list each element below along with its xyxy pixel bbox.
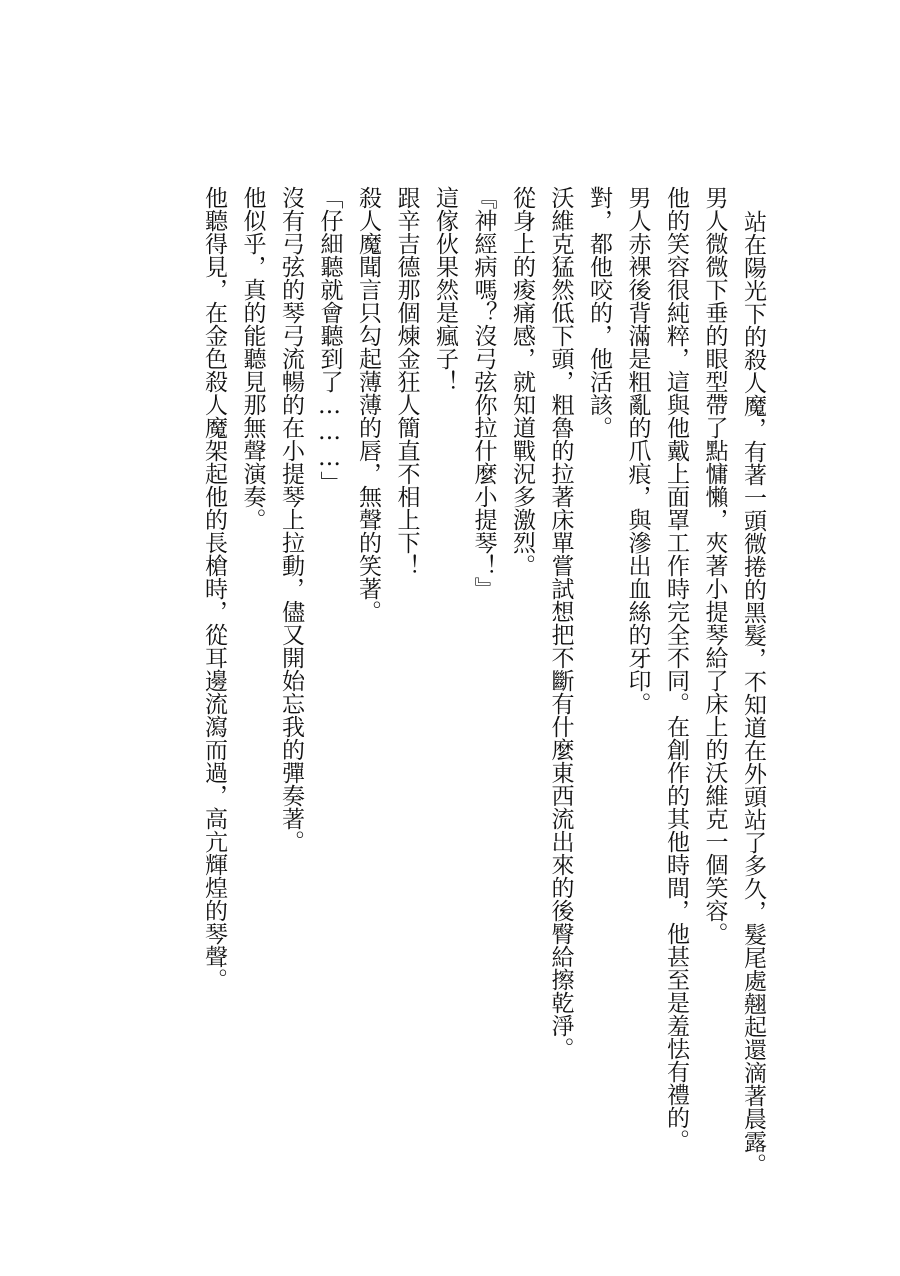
text-line-2: 男人微微下垂的眼型帶了點慵懶，夾著小提琴給了床上的沃維克一個笑容。 bbox=[701, 186, 728, 945]
text-line-14: 他似乎，真的能聽見那無聲演奏。 bbox=[239, 186, 266, 531]
vertical-text-body bbox=[195, 186, 773, 1176]
text-line-7: 從身上的痠痛感，就知道戰況多激烈。 bbox=[509, 186, 535, 577]
text-line-8: 『神經病嗎？沒弓弦你拉什麼小提琴！』 bbox=[470, 186, 497, 600]
text-line-10: 跟辛吉德那個煉金狂人簡直不相上下！ bbox=[393, 186, 420, 577]
text-line-1: 站在陽光下的殺人魔，有著一頭微捲的黑髮，不知道在外頭站了多久，髮尾處翹起還滴著晨露。 bbox=[740, 210, 766, 1176]
text-line-12: 「仔細聽就會聽到了………」 bbox=[316, 186, 343, 494]
text-line-3: 他的笑容很純粹，這與他戴上面罩工作時完全不同。在創作的其他時間，他甚至是羞怯有禮的。 bbox=[663, 186, 689, 1152]
text-line-13: 沒有弓弦的琴弓流暢的在小提琴上拉動，儘又開始忘我的彈奏著。 bbox=[278, 186, 304, 853]
text-line-11: 殺人魔聞言只勾起薄薄的唇，無聲的笑著。 bbox=[355, 186, 381, 623]
text-line-6: 沃維克猛然低下頭，粗魯的拉著床單嘗試想把不斷有什麼東西流出來的後臀給擦乾淨。 bbox=[547, 186, 574, 1060]
text-line-5: 對，都他咬的，他活該。 bbox=[586, 186, 612, 439]
text-line-4: 男人赤裸後背滿是粗亂的爪痕，與滲出血絲的牙印。 bbox=[624, 186, 651, 715]
text-line-9: 這傢伙果然是瘋子！ bbox=[432, 186, 458, 393]
text-line-15: 他聽得見，在金色殺人魔架起他的長槍時，從耳邊流瀉而過，高亢輝煌的琴聲。 bbox=[201, 186, 227, 991]
